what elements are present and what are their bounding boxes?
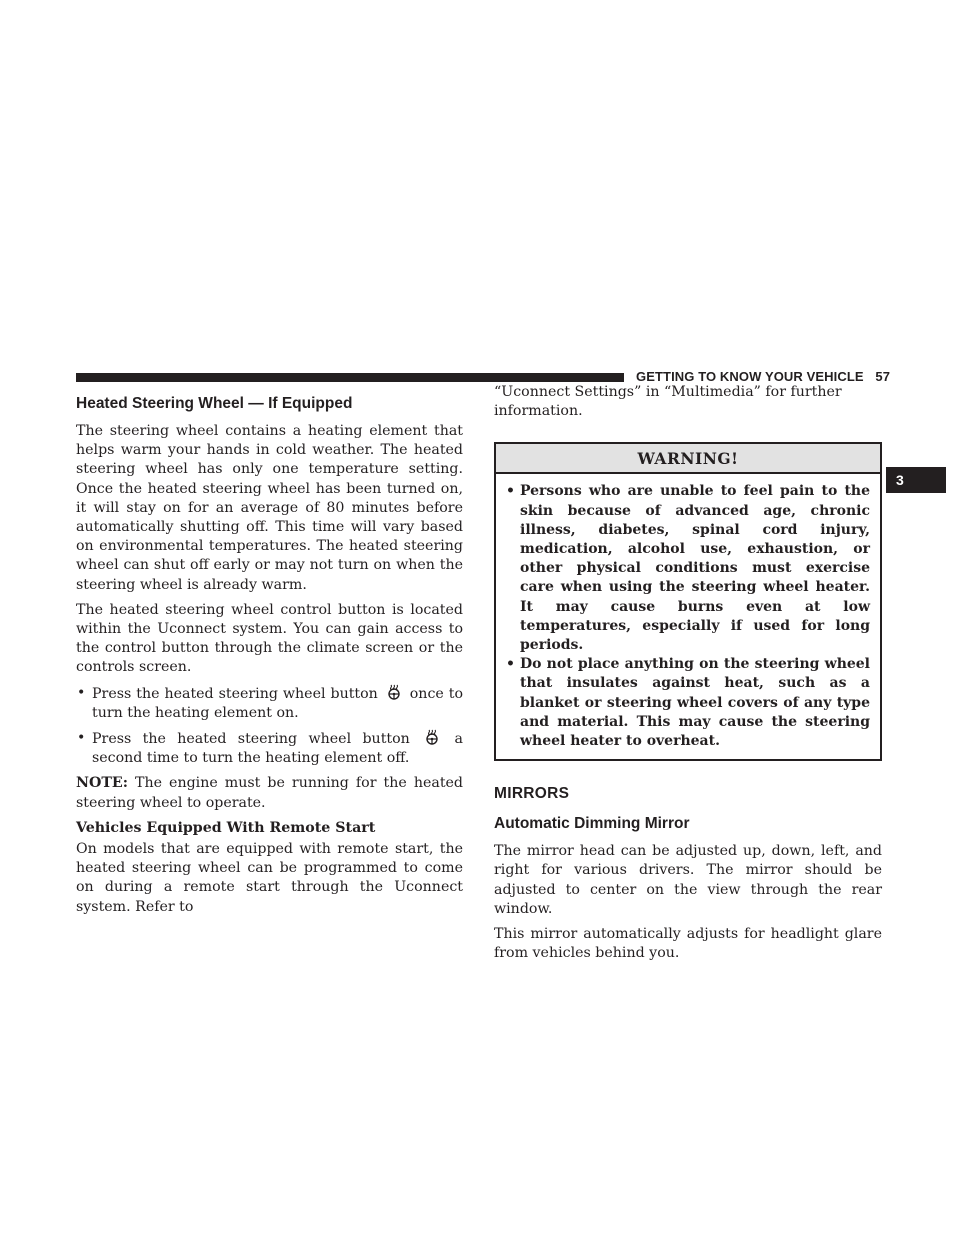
heated-steering-wheel-icon xyxy=(385,684,403,700)
paragraph: This mirror automatically adjusts for headlight glare from vehicles behind you. xyxy=(494,926,882,962)
chapter-tab: 3 xyxy=(886,467,946,493)
paragraph: The heated steering wheel control button is located within the Uconnect system. You can gain access to the control button through the climate screen or the controls screen. xyxy=(76,601,463,676)
bullet-icon: • xyxy=(77,730,86,747)
note-paragraph: NOTE: The engine must be running for the heated steering wheel to operate. xyxy=(76,775,464,811)
paragraph: The mirror head can be adjusted up, down, left, and right for various drivers. The mirror should be adjusted to center on the view through the rear window. xyxy=(494,843,882,917)
warning-item: • Do not place anything on the steering wheel that insulates against heat, such as a blanket or steering wheel covers of any type and material. This may cause the steering wheel heater to overheat. xyxy=(506,656,870,750)
heated-steering-wheel-heading: Heated Steering Wheel — If Equipped xyxy=(76,395,353,412)
warning-box xyxy=(494,442,882,761)
paragraph: On models that are equipped with remote start, the heated steering wheel can be programmed to come on during a remote start through the Uconnect system. Refer to xyxy=(76,841,463,915)
heated-steering-wheel-icon xyxy=(423,729,441,745)
paragraph: The steering wheel contains a heating element that helps warm your hands in cold weather. The heated steering wheel has only one temperature setting. Once the heated steering wheel has been turned on, it will stay on for an average of 80 minutes before automatically shutting off. This time will vary based on environmental temperatures. The heated steering wheel can shut off early or may not turn on when the steering wheel is already warm. xyxy=(76,423,463,593)
warning-item: • Persons who are unable to feel pain to the skin because of advanced age, chronic illness, diabetes, spinal cord injury, medication, alcohol use, exhaustion, or other physical conditions must exercise care when using the steering wheel heater. It may cause burns even at low temperatures, especially if used for long periods. xyxy=(506,483,870,654)
running-header-title: GETTING TO KNOW YOUR VEHICLE xyxy=(636,369,864,384)
warning-title: WARNING! xyxy=(496,444,880,474)
list-item: • Press the heated steering wheel button once to turn the heating element on. xyxy=(77,684,464,721)
warning-list xyxy=(506,482,870,751)
bullet-icon: • xyxy=(506,483,515,500)
mirrors-heading: MIRRORS xyxy=(494,785,570,803)
bullet-icon: • xyxy=(77,684,86,701)
warning-body xyxy=(496,474,880,759)
header-rule xyxy=(76,373,624,382)
automatic-dimming-mirror-heading: Automatic Dimming Mirror xyxy=(494,815,690,833)
left-column xyxy=(76,394,463,923)
remote-start-heading: Vehicles Equipped With Remote Start xyxy=(76,819,376,836)
bullet-icon: • xyxy=(506,656,515,673)
bullet-list xyxy=(76,684,463,769)
running-header xyxy=(636,369,890,384)
note-label: NOTE: xyxy=(76,775,128,792)
continued-paragraph: “Uconnect Settings” in “Multimedia” for further information. xyxy=(494,384,842,420)
page-number: 57 xyxy=(875,369,891,384)
list-item: • Press the heated steering wheel button a second time to turn the heating element off. xyxy=(77,730,463,767)
right-column xyxy=(494,383,882,969)
